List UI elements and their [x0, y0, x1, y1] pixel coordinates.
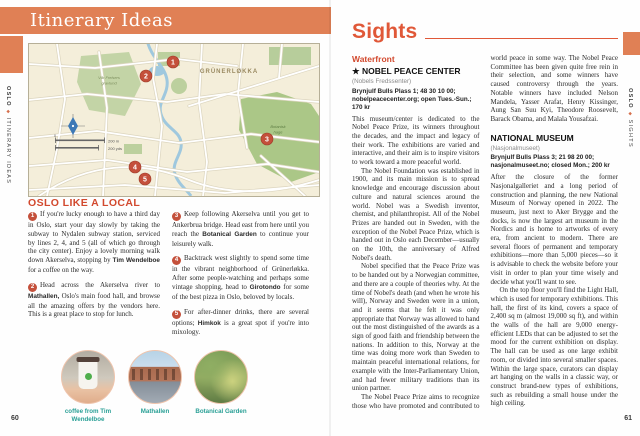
poi-info-line: Brynjulf Bulls Plass 3; 21 98 20 00; nasjonalmuseet.no; closed Mon.; 200 kr [490, 154, 610, 170]
spine-section-name: SIGHTS [627, 119, 633, 148]
photo-caption: coffee from Tim Wendelboe [64, 408, 112, 423]
left-edge-tab [0, 36, 23, 73]
park-area-round [171, 78, 187, 94]
map-canvas [29, 44, 319, 196]
page-gutter [329, 0, 331, 436]
poi-info-line: Brynjulf Bulls Plass 1; 48 30 10 00; nobelpeacecenter.org; open Tues.-Sun.; 170 kr [352, 87, 472, 111]
walk-step-5: 5 For after-dinner drinks, there are several options; Himkok is a great spot if you're into mixology. [172, 307, 309, 337]
photo-mathallen [122, 350, 188, 416]
park-area-small [269, 47, 311, 65]
chapter-banner [0, 7, 331, 34]
right-edge-tab [623, 32, 640, 55]
spine-section-name: ITINERARY IDEAS [5, 117, 11, 185]
map-marker-4 [129, 161, 141, 173]
cemetery-label-1: Vår Frelsers [98, 75, 120, 80]
walk-step-4: 4 Backtrack west slightly to spend some time in the vibrant neighborhood of Grünerløkka. After some people-watching and perhaps some vintage shopping, head to Girotondo for some of the best pizza in Oslo, beloved by locals. [172, 254, 309, 301]
body-paragraph: On the top floor you'll find the Light Hall, which is used for temporary exhibitions. This hall, the first of its kind, covers a space of 2,400 sq m (almost 19,000 sq ft), and within the walls of the hall are 9,000 energy-efficient LEDs that can be adjusted to set the mood for the current exhibition on display. The hall can be used as one large exhibit room, or divided into several smaller spaces. Within the large space, curators can display art hanging on the walls in a classic way, or construct brand-new types of exhibitions, such as rebuilding a small house under the high ceiling. [490, 286, 618, 408]
svg-text:2: 2 [144, 73, 148, 81]
poi-title: ★ NOBEL PEACE CENTER [352, 66, 461, 76]
photo-caption: Mathallen [140, 408, 170, 415]
region-heading: Waterfront [352, 54, 395, 64]
section-heading: OSLO LIKE A LOCAL [28, 197, 141, 209]
walk-step-1: 1 If you're lucky enough to have a third day in Oslo, start your day slowly by taking the subway to Nydalen subway station, serviced by lines 2, 4, and 5 (all of which go through the city center). Enjoy a lovely morning walk down Akerselva, stopping by Tim Wendelboe for a coffee on the way. [28, 210, 160, 274]
step-number-badge: 1 [28, 212, 37, 221]
svg-text:0: 0 [54, 134, 56, 138]
walking-tour-steps [28, 210, 309, 343]
chapter-title: Itinerary Ideas [30, 10, 173, 31]
spine-book-name: OSLO [627, 88, 633, 109]
photo-coffee [55, 350, 121, 423]
map-marker-3 [261, 133, 273, 145]
map-marker-5 [139, 173, 151, 185]
svg-text:4: 4 [133, 164, 137, 172]
step-number-badge: 4 [172, 256, 181, 265]
page-title: Sights [352, 20, 418, 43]
body-paragraph: This museum/center is dedicated to the Nobel Peace Prize, its winners throughout the decades, and the impact and legacy of their work. The exhibitions are varied and interactive, and their aim is to inspire visitors to work toward a more peaceful world. [352, 114, 480, 167]
coffee-cup-icon [79, 361, 98, 389]
poi-alt-name: (Nobels Fredssenter) [352, 78, 412, 85]
poi-title: NATIONAL MUSEUM [490, 132, 574, 143]
cup-logo-icon [85, 373, 92, 380]
sights-header [352, 20, 618, 43]
step-number-badge: 3 [172, 212, 181, 221]
step-number-badge: 5 [172, 310, 181, 319]
body-paragraph: The Nobel Peace Prize aims to recognize those who have promoted and contributed to world peace in some way. The Nobel Peace Committee has been given quite free rein in their selection, and some winners have caused controversy through the years. Notable winners have included Nelson Mandela, Yasser Arafat, Henry Kissinger, Aung San Suu Kyi, Theodore Roosevelt, Barack Obama, and Malala Yousafzai. [352, 54, 618, 410]
step-number-badge: 2 [28, 283, 37, 292]
header-rule [425, 38, 618, 40]
map-marker-1 [167, 56, 179, 68]
mathallen-photo-image [128, 350, 182, 404]
walk-step-2: 2 Head across the Akerselva river to Mathallen, Oslo's main food hall, and browse all the amazing offers by the vendors here. This is a great place to stop for lunch. [28, 280, 160, 319]
park-area-west [124, 144, 142, 154]
page-number-right: 61 [624, 415, 632, 422]
body-paragraph: After the closure of the former Nasjonalgalleriet and a long period of construction and planning, the new National Museum of Norway opened in 2022. The museum, just next to Aker Brygge and the docks, is now the largest art museum in the Nordics and is home to artworks of every era, from ancient to modern. There are several floors of permanent and temporary exhibitions—more than 5,000 pieces—so it is advisable to check the website before your visit in order to plan your time wisely and decide what you'll want to see. [490, 173, 618, 286]
itinerary-map [28, 43, 320, 197]
cemetery-label-2: gravlund [101, 80, 117, 86]
photo-botanical-garden [188, 350, 254, 416]
svg-text:3: 3 [265, 136, 269, 144]
body-paragraph: Nobel specified that the Peace Prize was to be handed out by a Norwegian committee, and there are a couple of theories why. At the time of Nobel's death (and when he wrote his will), Norway and Sweden were in a union, and it seems that he felt it was only appropriate that Norway was allowed to hand out the most distinguished of the awards as a sign of good faith and friendship between the nations. In addition to this, Norway at the time was doing more work than Sweden to maintain peaceful international relations, for example with the Inter-Parliamentary Union, and had fewer military traditions than its union partner. [352, 262, 480, 393]
body-paragraph: The Nobel Foundation was established in 1900, and its main mission is to spread knowledge and encourage discussion about culture and natural sciences around the world. Nobel was a Swedish inventor, chemist, and philanthropist. All of the Nobel Prizes are handed out in Sweden, with the exception of the Nobel Peace Prize, which is handed out in Oslo each December—usually on the 10th, the anniversary of Alfred Nobel's death. [352, 166, 480, 262]
right-spine-label [627, 88, 633, 148]
coffee-photo-image [61, 350, 115, 404]
botanical-label-2: hage [273, 129, 283, 135]
map-marker-2 [140, 70, 152, 82]
diamond-icon: ◆ [6, 109, 11, 115]
steps-col-2 [172, 210, 309, 343]
svg-text:200 m: 200 m [108, 138, 120, 144]
svg-text:1: 1 [171, 59, 175, 67]
photo-caption: Botanical Garden [195, 408, 247, 415]
left-spine-label [5, 86, 11, 185]
poi-alt-name: (Nasjonalmuseet) [490, 144, 540, 152]
poi-section [491, 133, 619, 408]
botanical-label-1: Botanisk [270, 124, 286, 129]
sights-article-flow [352, 54, 618, 412]
garden-photo-image [194, 350, 248, 404]
walk-step-3: 3 Keep following Akerselva until you get to Ankerbrua bridge. Head east from here until you reach the Botanical Garden to continue your leisurely walk. [172, 210, 309, 248]
page-number-left: 60 [11, 415, 19, 422]
neighborhood-label: GRÜNERLØKKA [199, 69, 259, 75]
spine-book-name: OSLO [5, 86, 11, 107]
steps-col-1 [28, 210, 160, 343]
svg-text:200 yds: 200 yds [108, 146, 123, 151]
svg-text:5: 5 [143, 176, 147, 184]
diamond-icon: ◆ [628, 111, 633, 117]
